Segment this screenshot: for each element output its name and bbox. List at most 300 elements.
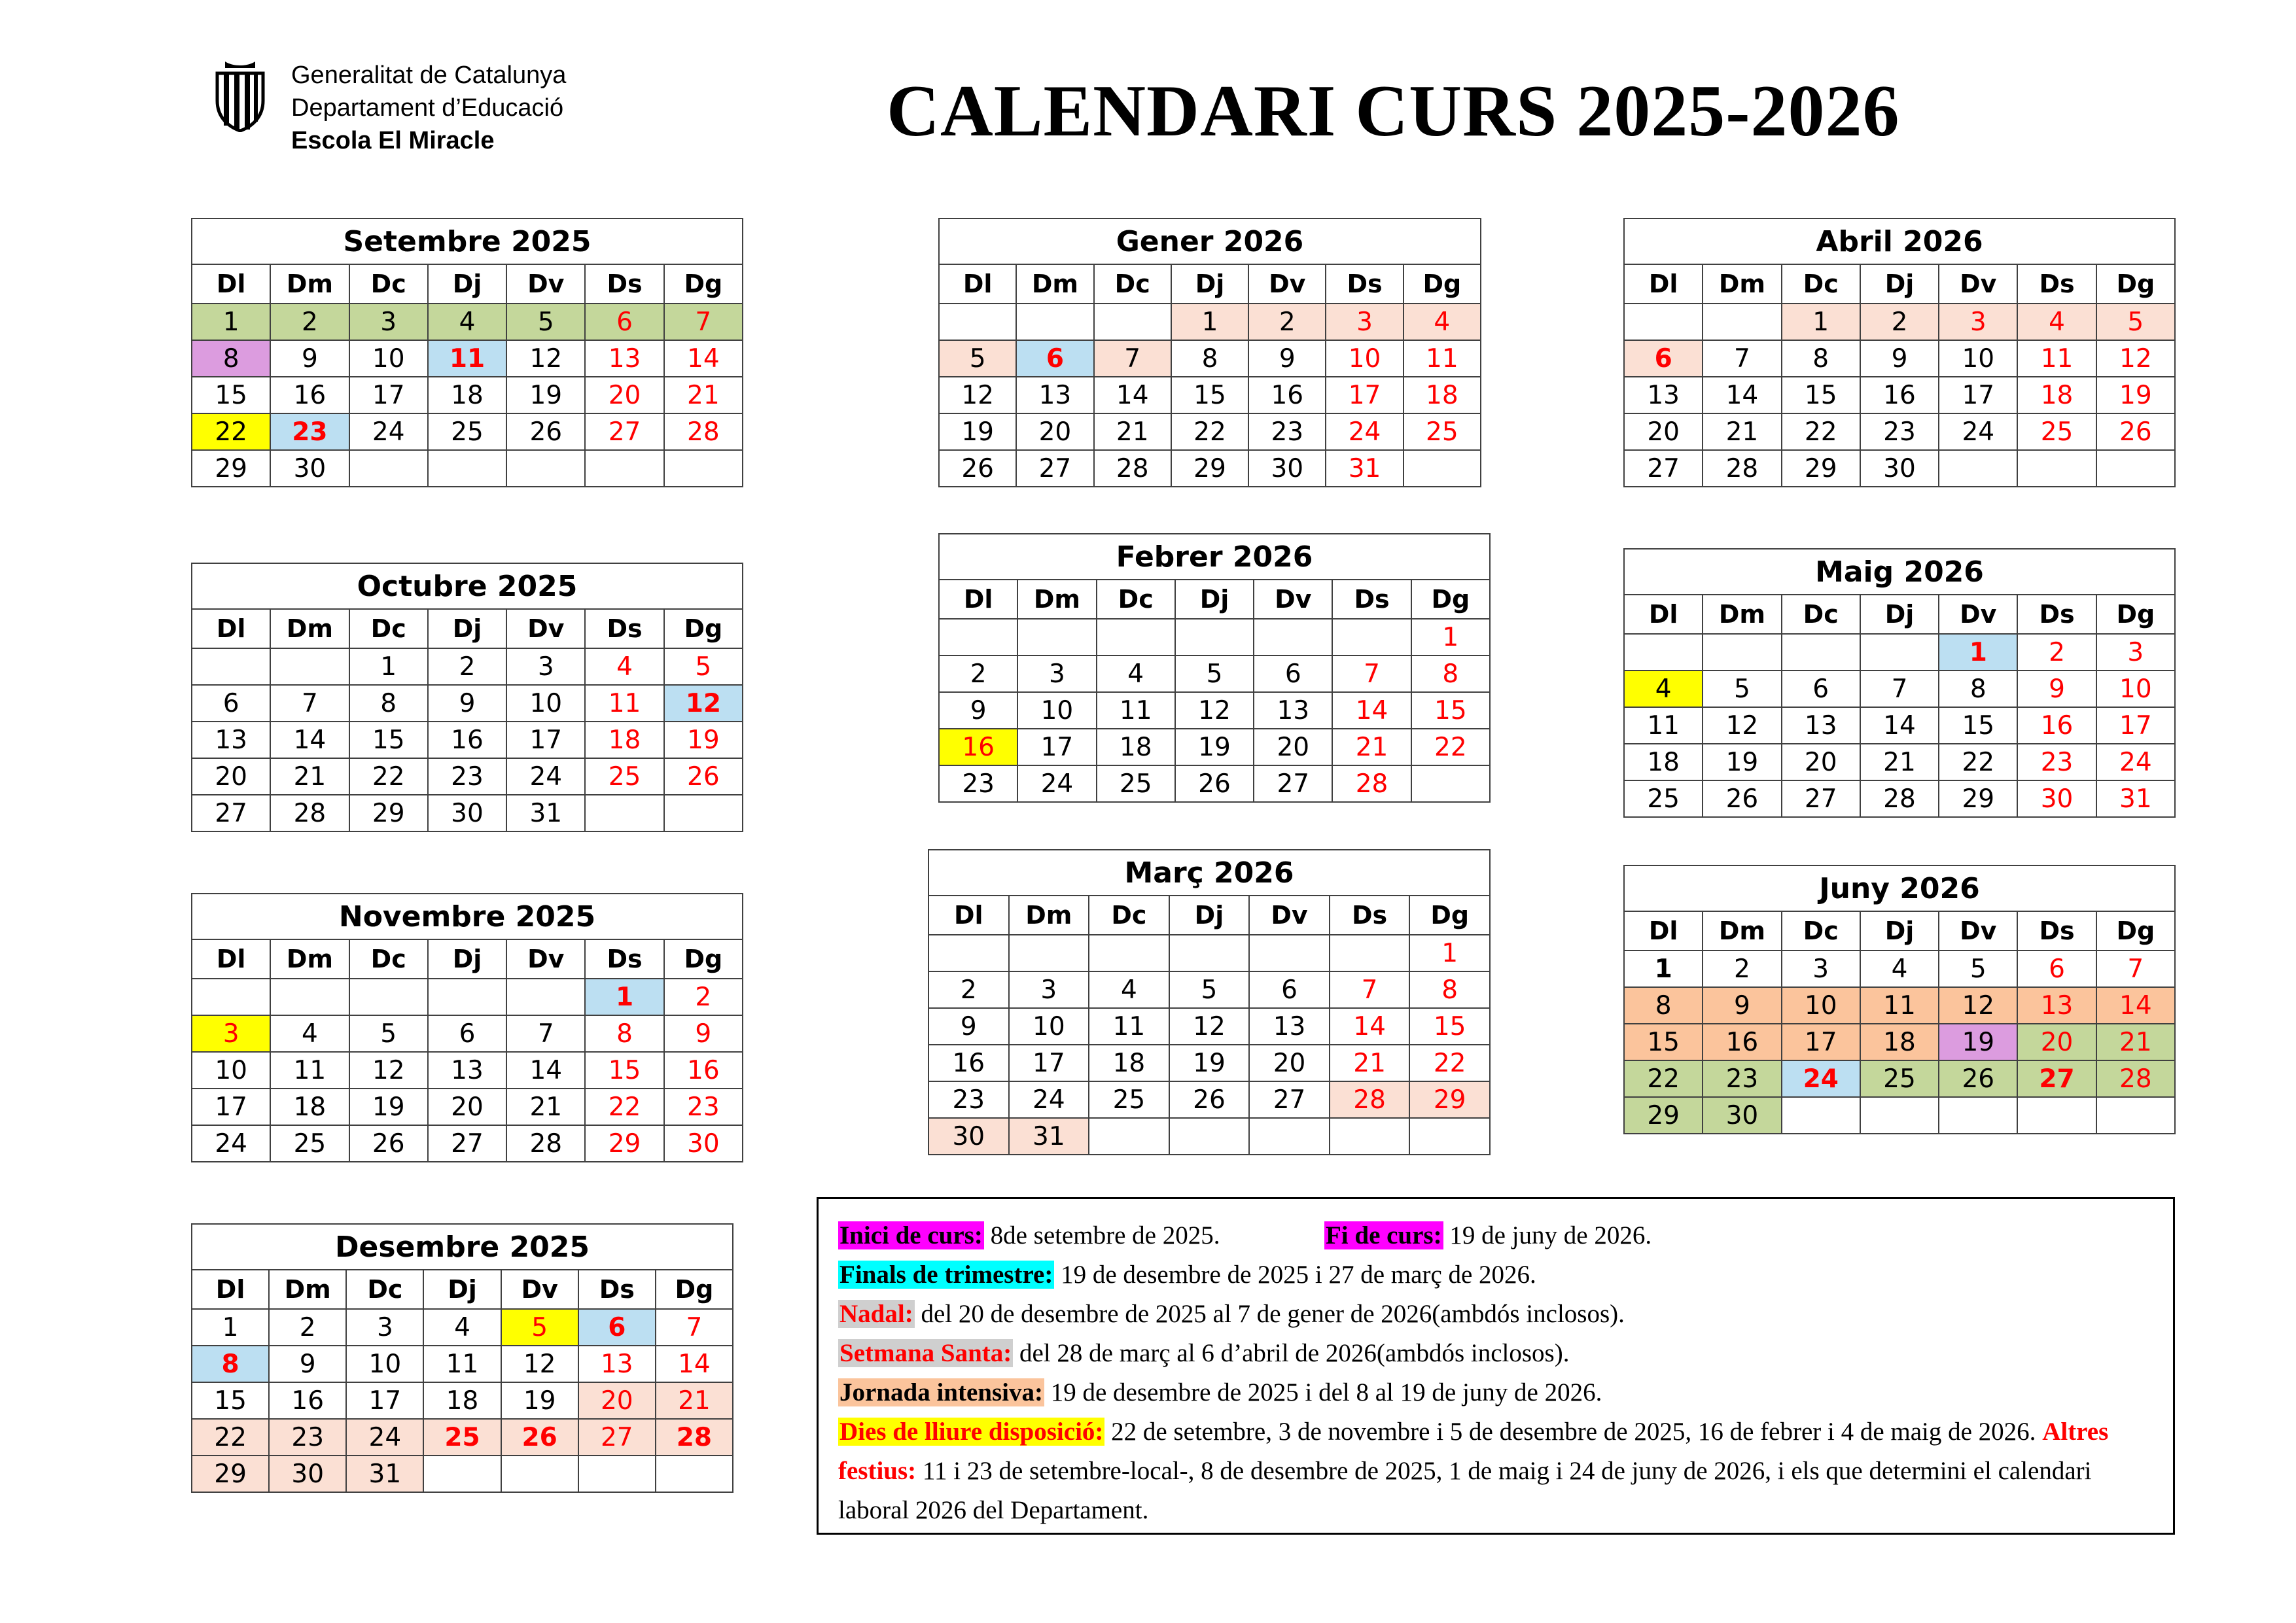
month-calendar-marc	[928, 849, 1491, 1155]
empty-day-cell	[1404, 450, 1481, 487]
day-cell: 11	[1404, 340, 1481, 377]
day-cell: 6	[585, 304, 663, 340]
weekday-header: Dc	[1782, 595, 1860, 634]
day-cell: 21	[1330, 1045, 1410, 1081]
weekday-header: Dc	[1094, 264, 1171, 304]
nadal-text: del 20 de desembre de 2025 al 7 de gener de 2026(ambdós inclosos).	[914, 1300, 1625, 1328]
day-cell: 22	[585, 1089, 663, 1125]
empty-day-cell	[1411, 765, 1490, 802]
day-cell: 25	[1624, 780, 1703, 817]
empty-day-cell	[1939, 450, 2017, 487]
day-cell: 19	[501, 1382, 578, 1419]
weekday-header: Dc	[349, 609, 428, 648]
day-cell: 27	[1254, 765, 1332, 802]
weekday-header: Dj	[1175, 580, 1254, 619]
day-cell: 7	[656, 1309, 733, 1346]
day-cell: 6	[1254, 655, 1332, 692]
empty-day-cell	[1860, 634, 1939, 671]
day-cell: 11	[428, 340, 506, 377]
day-cell: 10	[1009, 1008, 1089, 1045]
day-cell: 25	[585, 758, 663, 795]
page-title: CALENDARI CURS 2025-2026	[887, 71, 1900, 152]
day-cell: 17	[2096, 707, 2175, 744]
day-cell: 14	[2096, 987, 2175, 1024]
day-cell: 16	[270, 377, 349, 413]
day-cell: 13	[578, 1346, 656, 1382]
day-cell: 3	[346, 1309, 423, 1346]
legend-line-setmana-santa	[838, 1334, 2153, 1373]
day-cell: 1	[1171, 304, 1248, 340]
day-cell: 16	[428, 722, 506, 758]
month-calendar-octubre	[191, 563, 743, 832]
month-calendar-desembre	[191, 1223, 733, 1493]
day-cell: 16	[1860, 377, 1939, 413]
weekday-header: Dg	[1404, 264, 1481, 304]
day-cell: 25	[1097, 765, 1175, 802]
empty-day-cell	[578, 1456, 656, 1492]
day-cell: 22	[1939, 744, 2017, 780]
weekday-header: Dj	[1860, 264, 1939, 304]
day-cell: 13	[1016, 377, 1093, 413]
empty-day-cell	[423, 1456, 501, 1492]
day-cell: 28	[1332, 765, 1411, 802]
day-cell: 20	[2017, 1024, 2096, 1060]
day-cell: 26	[1175, 765, 1254, 802]
day-cell: 1	[192, 1309, 269, 1346]
day-cell: 28	[656, 1419, 733, 1456]
day-cell: 15	[585, 1052, 663, 1089]
empty-day-cell	[349, 979, 428, 1015]
weekday-header: Dj	[1860, 911, 1939, 951]
day-cell: 16	[664, 1052, 743, 1089]
day-cell: 10	[1782, 987, 1860, 1024]
day-cell: 19	[1169, 1045, 1250, 1081]
day-cell: 31	[2096, 780, 2175, 817]
day-cell: 30	[269, 1456, 346, 1492]
day-cell: 23	[2017, 744, 2096, 780]
weekday-header: Dl	[192, 264, 270, 304]
empty-day-cell	[1703, 634, 1781, 671]
day-cell: 17	[1326, 377, 1403, 413]
day-cell: 12	[1175, 692, 1254, 729]
day-cell: 14	[664, 340, 743, 377]
day-cell: 24	[1017, 765, 1096, 802]
month-title: Octubre 2025	[192, 563, 743, 609]
day-cell: 12	[1703, 707, 1781, 744]
day-cell: 9	[1860, 340, 1939, 377]
day-cell: 11	[1089, 1008, 1169, 1045]
month-title: Maig 2026	[1624, 549, 2175, 595]
day-cell: 6	[1782, 671, 1860, 707]
day-cell: 24	[2096, 744, 2175, 780]
empty-day-cell	[1169, 935, 1250, 971]
day-cell: 26	[349, 1125, 428, 1162]
weekday-header: Dm	[270, 609, 349, 648]
weekday-header: Dl	[1624, 911, 1703, 951]
empty-day-cell	[428, 450, 506, 487]
day-cell: 9	[269, 1346, 346, 1382]
month-title: Març 2026	[928, 850, 1490, 896]
day-cell: 1	[1782, 304, 1860, 340]
empty-day-cell	[1330, 1118, 1410, 1155]
organization-block	[291, 59, 566, 157]
day-cell: 10	[1017, 692, 1096, 729]
empty-day-cell	[506, 450, 585, 487]
day-cell: 26	[664, 758, 743, 795]
day-cell: 29	[585, 1125, 663, 1162]
day-cell: 27	[1782, 780, 1860, 817]
weekday-header: Ds	[578, 1270, 656, 1309]
day-cell: 7	[1330, 971, 1410, 1008]
day-cell: 10	[1939, 340, 2017, 377]
day-cell: 2	[2017, 634, 2096, 671]
empty-day-cell	[1939, 1097, 2017, 1134]
empty-day-cell	[928, 935, 1009, 971]
day-cell: 10	[349, 340, 428, 377]
month-title: Abril 2026	[1624, 218, 2175, 264]
fi-label: Fi de curs:	[1325, 1221, 1442, 1249]
day-cell: 15	[192, 1382, 269, 1419]
day-cell: 19	[1939, 1024, 2017, 1060]
weekday-header: Dc	[1089, 896, 1169, 935]
day-cell: 20	[1624, 413, 1703, 450]
day-cell: 16	[1248, 377, 1326, 413]
empty-day-cell	[2017, 1097, 2096, 1134]
weekday-header: Ds	[2017, 911, 2096, 951]
day-cell: 15	[192, 377, 270, 413]
day-cell: 13	[1249, 1008, 1330, 1045]
day-cell: 29	[192, 450, 270, 487]
weekday-header: Dg	[664, 939, 743, 979]
day-cell: 13	[428, 1052, 506, 1089]
day-cell: 17	[1782, 1024, 1860, 1060]
day-cell: 3	[1939, 304, 2017, 340]
day-cell: 7	[1332, 655, 1411, 692]
day-cell: 8	[349, 685, 428, 722]
weekday-header: Ds	[2017, 264, 2096, 304]
day-cell: 1	[1624, 951, 1703, 987]
day-cell: 5	[506, 304, 585, 340]
day-cell: 7	[1094, 340, 1171, 377]
day-cell: 11	[1624, 707, 1703, 744]
day-cell: 10	[506, 685, 585, 722]
empty-day-cell	[1249, 935, 1330, 971]
day-cell: 5	[2096, 304, 2175, 340]
weekday-header: Dm	[1703, 595, 1781, 634]
day-cell: 28	[1703, 450, 1781, 487]
day-cell: 25	[428, 413, 506, 450]
weekday-header: Dm	[269, 1270, 346, 1309]
day-cell: 15	[1939, 707, 2017, 744]
empty-day-cell	[2096, 1097, 2175, 1134]
day-cell: 12	[939, 377, 1016, 413]
weekday-header: Ds	[1332, 580, 1411, 619]
empty-day-cell	[585, 450, 663, 487]
empty-day-cell	[1703, 304, 1781, 340]
day-cell: 14	[270, 722, 349, 758]
empty-day-cell	[1089, 935, 1169, 971]
weekday-header: Dg	[1411, 580, 1490, 619]
day-cell: 26	[1169, 1081, 1250, 1118]
day-cell: 19	[1175, 729, 1254, 765]
day-cell: 11	[423, 1346, 501, 1382]
jornada-text: 19 de desembre de 2025 i del 8 al 19 de juny de 2026.	[1044, 1378, 1602, 1406]
finals-label: Finals de trimestre:	[839, 1261, 1053, 1289]
day-cell: 30	[1703, 1097, 1781, 1134]
day-cell: 6	[192, 685, 270, 722]
day-cell: 1	[585, 979, 663, 1015]
empty-day-cell	[1016, 304, 1093, 340]
day-cell: 15	[349, 722, 428, 758]
day-cell: 25	[1404, 413, 1481, 450]
day-cell: 18	[1624, 744, 1703, 780]
day-cell: 19	[664, 722, 743, 758]
day-cell: 6	[1624, 340, 1703, 377]
day-cell: 19	[349, 1089, 428, 1125]
day-cell: 20	[428, 1089, 506, 1125]
day-cell: 10	[2096, 671, 2175, 707]
day-cell: 4	[423, 1309, 501, 1346]
empty-day-cell	[1782, 634, 1860, 671]
day-cell: 14	[1330, 1008, 1410, 1045]
day-cell: 3	[506, 648, 585, 685]
generalitat-logo-icon	[211, 60, 270, 132]
day-cell: 30	[1860, 450, 1939, 487]
day-cell: 3	[349, 304, 428, 340]
day-cell: 25	[1089, 1081, 1169, 1118]
day-cell: 31	[1326, 450, 1403, 487]
day-cell: 12	[664, 685, 743, 722]
day-cell: 3	[1017, 655, 1096, 692]
weekday-header: Dl	[1624, 264, 1703, 304]
day-cell: 27	[428, 1125, 506, 1162]
weekday-header: Dm	[270, 264, 349, 304]
day-cell: 5	[1939, 951, 2017, 987]
day-cell: 2	[428, 648, 506, 685]
day-cell: 23	[1703, 1060, 1781, 1097]
day-cell: 4	[585, 648, 663, 685]
day-cell: 15	[1409, 1008, 1490, 1045]
month-calendar-setembre	[191, 218, 743, 487]
day-cell: 4	[1624, 671, 1703, 707]
weekday-header: Dj	[428, 939, 506, 979]
day-cell: 10	[192, 1052, 270, 1089]
weekday-header: Dm	[1703, 911, 1781, 951]
empty-day-cell	[939, 304, 1016, 340]
day-cell: 24	[1326, 413, 1403, 450]
day-cell: 26	[1939, 1060, 2017, 1097]
day-cell: 28	[270, 795, 349, 831]
day-cell: 10	[1326, 340, 1403, 377]
day-cell: 24	[1782, 1060, 1860, 1097]
day-cell: 9	[270, 340, 349, 377]
day-cell: 25	[2017, 413, 2096, 450]
month-calendar-abril	[1623, 218, 2176, 487]
day-cell: 28	[2096, 1060, 2175, 1097]
month-title: Novembre 2025	[192, 894, 743, 939]
setmana-santa-label: Setmana Santa:	[839, 1339, 1012, 1367]
weekday-header: Ds	[585, 264, 663, 304]
weekday-header: Dj	[428, 264, 506, 304]
day-cell: 3	[2096, 634, 2175, 671]
day-cell: 21	[506, 1089, 585, 1125]
day-cell: 25	[423, 1419, 501, 1456]
empty-day-cell	[1089, 1118, 1169, 1155]
day-cell: 18	[585, 722, 663, 758]
empty-day-cell	[1009, 935, 1089, 971]
day-cell: 27	[1624, 450, 1703, 487]
day-cell: 22	[1409, 1045, 1490, 1081]
day-cell: 15	[1624, 1024, 1703, 1060]
day-cell: 12	[2096, 340, 2175, 377]
weekday-header: Dj	[423, 1270, 501, 1309]
day-cell: 23	[928, 1081, 1009, 1118]
day-cell: 17	[506, 722, 585, 758]
empty-day-cell	[585, 795, 663, 831]
day-cell: 23	[664, 1089, 743, 1125]
day-cell: 14	[1094, 377, 1171, 413]
day-cell: 2	[1860, 304, 1939, 340]
empty-day-cell	[270, 979, 349, 1015]
day-cell: 8	[1409, 971, 1490, 1008]
day-cell: 5	[1169, 971, 1250, 1008]
month-title: Juny 2026	[1624, 865, 2175, 911]
day-cell: 18	[270, 1089, 349, 1125]
day-cell: 26	[939, 450, 1016, 487]
weekday-header: Dv	[501, 1270, 578, 1309]
day-cell: 29	[349, 795, 428, 831]
day-cell: 30	[270, 450, 349, 487]
weekday-header: Dc	[349, 264, 428, 304]
day-cell: 9	[2017, 671, 2096, 707]
day-cell: 14	[506, 1052, 585, 1089]
day-cell: 15	[1411, 692, 1490, 729]
legend-line-dies	[838, 1412, 2153, 1530]
finals-text: 19 de desembre de 2025 i 27 de març de 2026.	[1054, 1261, 1536, 1289]
empty-day-cell	[664, 450, 743, 487]
day-cell: 30	[928, 1118, 1009, 1155]
day-cell: 29	[1624, 1097, 1703, 1134]
month-calendar-maig	[1623, 548, 2176, 818]
day-cell: 16	[269, 1382, 346, 1419]
empty-day-cell	[1330, 935, 1410, 971]
day-cell: 27	[585, 413, 663, 450]
weekday-header: Dc	[1782, 911, 1860, 951]
day-cell: 21	[1332, 729, 1411, 765]
weekday-header: Dv	[1254, 580, 1332, 619]
empty-day-cell	[349, 450, 428, 487]
day-cell: 26	[501, 1419, 578, 1456]
month-title: Desembre 2025	[192, 1224, 733, 1270]
empty-day-cell	[1332, 619, 1411, 655]
day-cell: 19	[506, 377, 585, 413]
day-cell: 12	[1939, 987, 2017, 1024]
day-cell: 9	[428, 685, 506, 722]
empty-day-cell	[1860, 1097, 1939, 1134]
day-cell: 6	[578, 1309, 656, 1346]
day-cell: 28	[664, 413, 743, 450]
empty-day-cell	[1624, 304, 1703, 340]
day-cell: 19	[939, 413, 1016, 450]
month-title: Gener 2026	[939, 218, 1481, 264]
weekday-header: Dl	[192, 609, 270, 648]
day-cell: 16	[1703, 1024, 1781, 1060]
day-cell: 13	[2017, 987, 2096, 1024]
day-cell: 14	[656, 1346, 733, 1382]
day-cell: 17	[1009, 1045, 1089, 1081]
weekday-header: Dv	[506, 939, 585, 979]
day-cell: 5	[1703, 671, 1781, 707]
empty-day-cell	[656, 1456, 733, 1492]
weekday-header: Dc	[346, 1270, 423, 1309]
weekday-header: Ds	[1326, 264, 1403, 304]
day-cell: 20	[578, 1382, 656, 1419]
day-cell: 22	[349, 758, 428, 795]
legend-line-nadal	[838, 1295, 2153, 1334]
day-cell: 27	[1249, 1081, 1330, 1118]
day-cell: 20	[192, 758, 270, 795]
day-cell: 29	[1171, 450, 1248, 487]
day-cell: 21	[2096, 1024, 2175, 1060]
day-cell: 22	[1782, 413, 1860, 450]
weekday-header: Dc	[1782, 264, 1860, 304]
day-cell: 14	[1332, 692, 1411, 729]
day-cell: 9	[664, 1015, 743, 1052]
day-cell: 23	[939, 765, 1017, 802]
empty-day-cell	[1624, 634, 1703, 671]
day-cell: 29	[192, 1456, 269, 1492]
weekday-header: Dv	[1248, 264, 1326, 304]
day-cell: 20	[1254, 729, 1332, 765]
day-cell: 9	[1248, 340, 1326, 377]
day-cell: 31	[346, 1456, 423, 1492]
day-cell: 28	[1330, 1081, 1410, 1118]
weekday-header: Dc	[349, 939, 428, 979]
day-cell: 3	[1326, 304, 1403, 340]
empty-day-cell	[1782, 1097, 1860, 1134]
weekday-header: Dv	[1939, 911, 2017, 951]
day-cell: 6	[1249, 971, 1330, 1008]
day-cell: 4	[1860, 951, 1939, 987]
day-cell: 21	[656, 1382, 733, 1419]
inici-text: 8de setembre de 2025.	[983, 1221, 1220, 1249]
empty-day-cell	[2017, 450, 2096, 487]
day-cell: 22	[1171, 413, 1248, 450]
day-cell: 2	[1248, 304, 1326, 340]
weekday-header: Dv	[506, 264, 585, 304]
day-cell: 21	[1703, 413, 1781, 450]
day-cell: 14	[1860, 707, 1939, 744]
day-cell: 25	[1860, 1060, 1939, 1097]
day-cell: 12	[506, 340, 585, 377]
day-cell: 11	[1860, 987, 1939, 1024]
day-cell: 2	[270, 304, 349, 340]
altres-text: 11 i 23 de setembre-local-, 8 de desembre de 2025, 1 de maig i 24 de juny de 2026, i els que determini el calendari laboral 2026 del Departament.	[838, 1457, 2092, 1524]
day-cell: 29	[1782, 450, 1860, 487]
legend-line-finals	[838, 1255, 2153, 1295]
weekday-header: Dj	[1860, 595, 1939, 634]
day-cell: 8	[1411, 655, 1490, 692]
empty-day-cell	[1017, 619, 1096, 655]
weekday-header: Dg	[664, 609, 743, 648]
day-cell: 21	[664, 377, 743, 413]
day-cell: 13	[585, 340, 663, 377]
day-cell: 3	[192, 1015, 270, 1052]
day-cell: 23	[269, 1419, 346, 1456]
day-cell: 17	[346, 1382, 423, 1419]
day-cell: 23	[1860, 413, 1939, 450]
day-cell: 7	[664, 304, 743, 340]
